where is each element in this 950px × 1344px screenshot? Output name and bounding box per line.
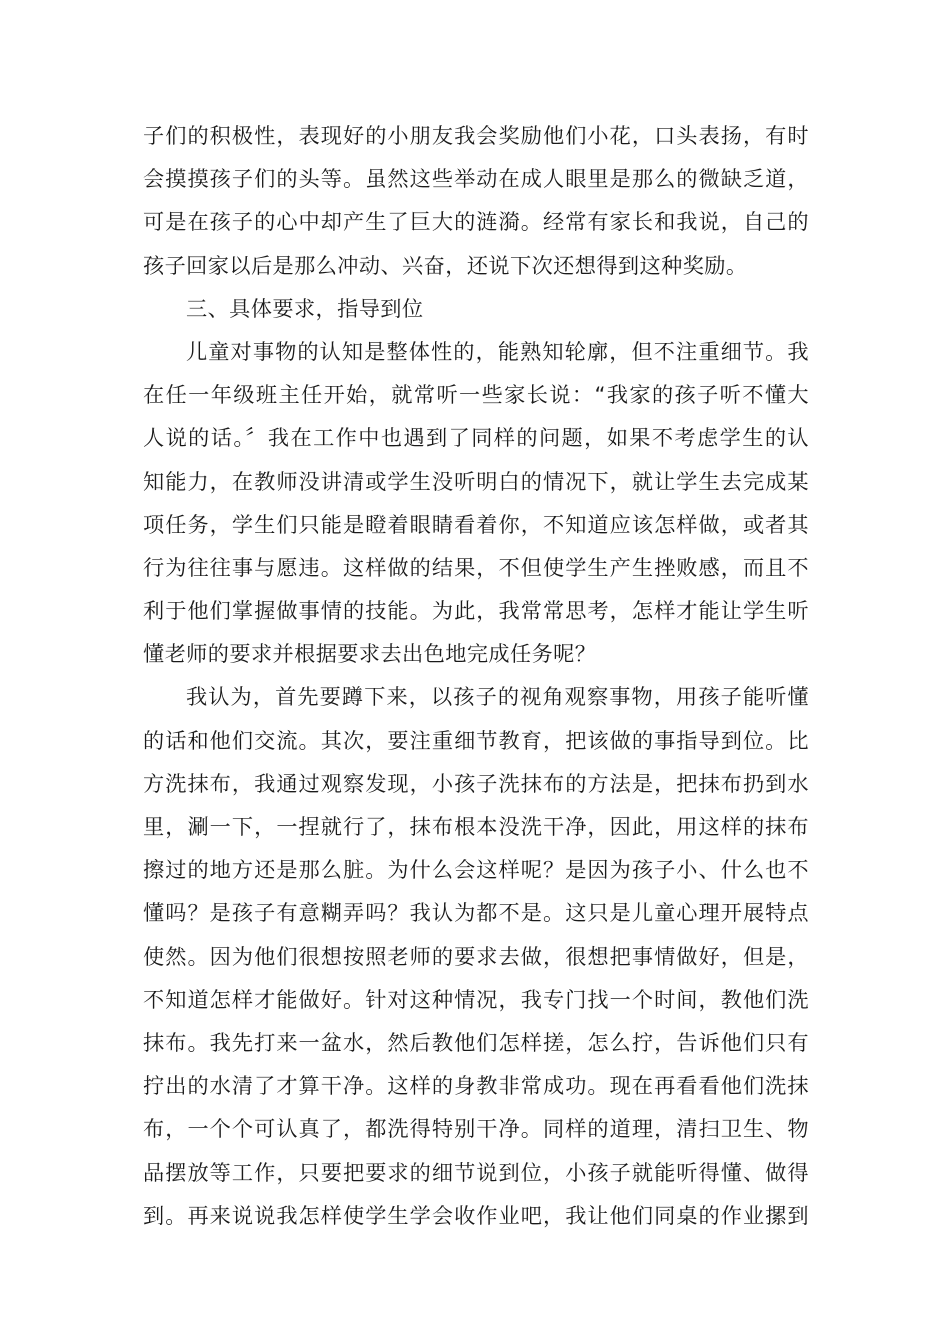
- text-line: 会摸摸孩子们的头等。虽然这些举动在成人眼里是那么的微缺乏道，: [143, 166, 809, 192]
- text-line: 使然。因为他们很想按照老师的要求去做，很想把事情做好，但是，: [143, 943, 809, 969]
- text-line: 不知道怎样才能做好。针对这种情况，我专门找一个时间，教他们洗: [143, 986, 809, 1012]
- text-line: 行为往往事与愿违。这样做的结果，不但使学生产生挫败感，而且不: [143, 554, 809, 580]
- text-line: 可是在孩子的心中却产生了巨大的涟漪。经常有家长和我说，自己的: [143, 209, 809, 235]
- text-line: 知能力，在教师没讲清或学生没听明白的情况下，就让学生去完成某: [143, 468, 809, 494]
- text-line: 懂老师的要求并根据要求去出色地完成任务呢？: [143, 641, 597, 667]
- text-line: 品摆放等工作，只要把要求的细节说到位，小孩子就能听得懂、做得: [143, 1159, 809, 1185]
- text-line: 子们的积极性，表现好的小朋友我会奖励他们小花，口头表扬，有时: [143, 123, 809, 148]
- text-line: 人说的话。〞我在工作中也遇到了同样的问题，如果不考虑学生的认: [143, 425, 809, 451]
- text-line: 方洗抹布，我通过观察发现，小孩子洗抹布的方法是，把抹布扔到水: [143, 770, 809, 796]
- text-line: 在任一年级班主任开始，就常听一些家长说：“我家的孩子听不懂大: [143, 382, 809, 408]
- text-line: 项任务，学生们只能是瞪着眼睛看着你，不知道应该怎样做，或者其: [143, 511, 809, 537]
- text-line: 抹布。我先打来一盆水，然后教他们怎样搓，怎么拧，告诉他们只有: [143, 1029, 809, 1055]
- text-line: 孩子回家以后是那么冲动、兴奋，还说下次还想得到这种奖励。: [143, 252, 748, 278]
- text-line: 的话和他们交流。其次，要注重细节教育，把该做的事指导到位。比: [143, 727, 809, 753]
- body-text: [143, 114, 809, 1237]
- text-line: 擦过的地方还是那么脏。为什么会这样呢？是因为孩子小、什么也不: [143, 857, 809, 883]
- text-line: 里，涮一下，一捏就行了，抹布根本没洗干净，因此，用这样的抹布: [143, 814, 809, 839]
- text-line: 到。再来说说我怎样使学生学会收作业吧，我让他们同桌的作业摞到: [143, 1202, 809, 1228]
- text-line: 利于他们掌握做事情的技能。为此，我常常思考，怎样才能让学生听: [143, 598, 809, 624]
- section-heading: 三、具体要求，指导到位: [186, 295, 424, 321]
- paragraph-first-line: 儿童对事物的认知是整体性的，能熟知轮廓，但不注重细节。我: [186, 338, 809, 364]
- text-line: 拧出的水清了才算干净。这样的身教非常成功。现在再看看他们洗抹: [143, 1073, 809, 1099]
- paragraph-first-line: 我认为，首先要蹲下来，以孩子的视角观察事物，用孩子能听懂: [186, 684, 809, 710]
- text-line: 懂吗？是孩子有意糊弄吗？我认为都不是。这只是儿童心理开展特点: [143, 900, 809, 926]
- text-line: 布，一个个可认真了，都洗得特别干净。同样的道理，清扫卫生、物: [143, 1116, 809, 1142]
